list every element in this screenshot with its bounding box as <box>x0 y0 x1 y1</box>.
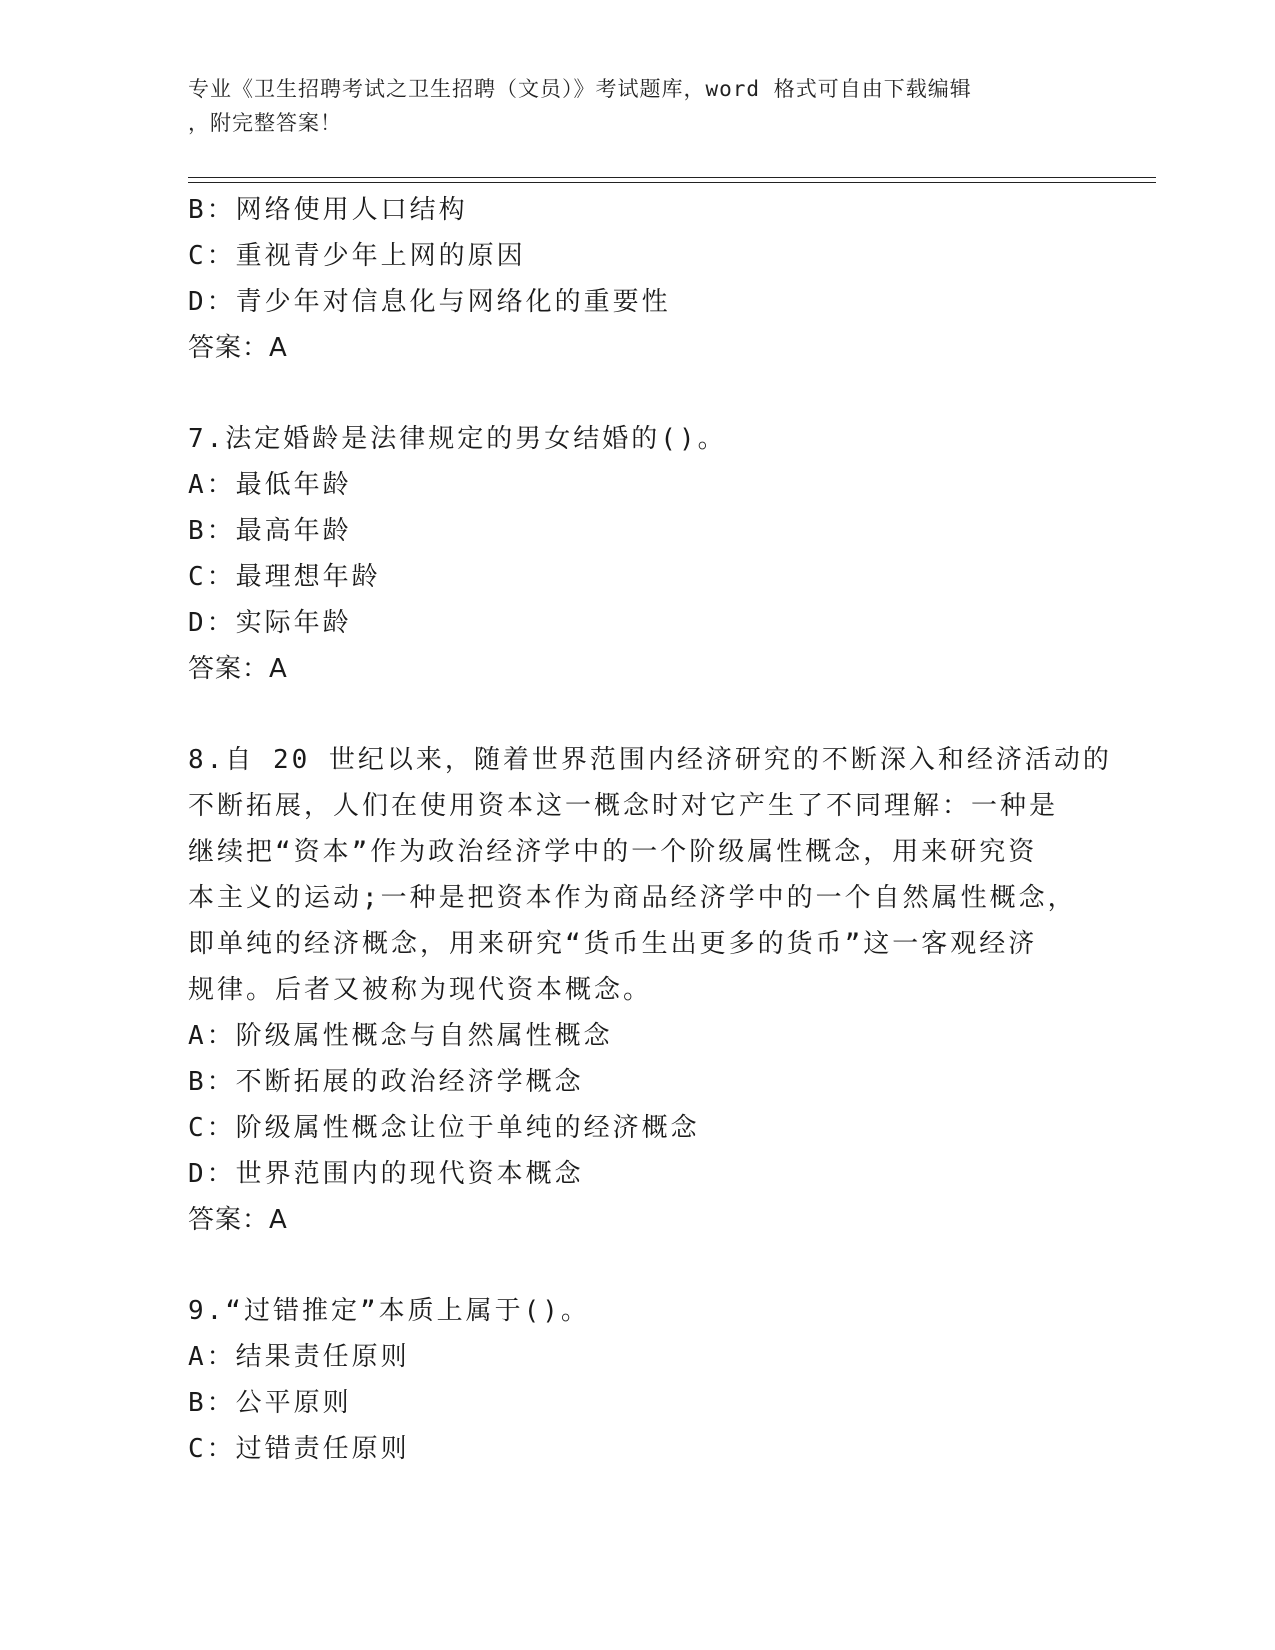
option-a: A：阶级属性概念与自然属性概念 <box>188 1021 613 1051</box>
header-divider-top <box>188 177 1156 178</box>
question-8-line: 8.自 20 世纪以来，随着世界范围内经济研究的不断深入和经济活动的 <box>188 745 1112 775</box>
option-b: B：最高年龄 <box>188 516 352 546</box>
header-line-1: 专业《卫生招聘考试之卫生招聘（文员）》考试题库，word 格式可自由下载编辑 <box>188 77 972 101</box>
question-7-block <box>188 416 1088 692</box>
option-d: D：青少年对信息化与网络化的重要性 <box>188 287 671 317</box>
spacer <box>188 692 1088 737</box>
option-d: D：世界范围内的现代资本概念 <box>188 1159 584 1189</box>
question-8-line: 本主义的运动;一种是把资本作为商品经济学中的一个自然属性概念， <box>188 883 1077 913</box>
answer-label: 答案：A <box>188 333 288 363</box>
option-d: D：实际年龄 <box>188 608 352 638</box>
question-8-text <box>188 737 1112 1013</box>
answer-label: 答案：A <box>188 1205 288 1235</box>
question-content <box>188 187 1112 1472</box>
question-9-text: 9.“过错推定”本质上属于()。 <box>188 1296 590 1326</box>
question-8-line: 继续把“资本”作为政治经济学中的一个阶级属性概念，用来研究资 <box>188 837 1038 867</box>
prev-question-block <box>188 187 1088 371</box>
spacer <box>188 371 1088 416</box>
question-8-line: 规律。后者又被称为现代资本概念。 <box>188 975 653 1005</box>
header-line-2: ，附完整答案！ <box>188 111 342 135</box>
option-c: C：重视青少年上网的原因 <box>188 241 526 271</box>
option-b: B：网络使用人口结构 <box>188 195 468 225</box>
question-8-block <box>188 737 1112 1243</box>
option-a: A：最低年龄 <box>188 470 352 500</box>
option-c: C：最理想年龄 <box>188 562 381 592</box>
option-c: C：阶级属性概念让位于单纯的经济概念 <box>188 1113 700 1143</box>
question-8-line: 不断拓展，人们在使用资本这一概念时对它产生了不同理解：一种是 <box>188 791 1059 821</box>
question-7-text: 7.法定婚龄是法律规定的男女结婚的()。 <box>188 424 727 454</box>
answer-label: 答案：A <box>188 654 288 684</box>
option-b: B：不断拓展的政治经济学概念 <box>188 1067 584 1097</box>
document-header <box>188 72 1068 140</box>
option-a: A：结果责任原则 <box>188 1342 410 1372</box>
spacer <box>188 1243 1088 1288</box>
question-8-line: 即单纯的经济概念，用来研究“货币生出更多的货币”这一客观经济 <box>188 929 1038 959</box>
option-b: B：公平原则 <box>188 1388 352 1418</box>
option-c: C：过错责任原则 <box>188 1434 410 1464</box>
header-divider-bottom <box>188 182 1156 183</box>
question-9-block <box>188 1288 1088 1472</box>
